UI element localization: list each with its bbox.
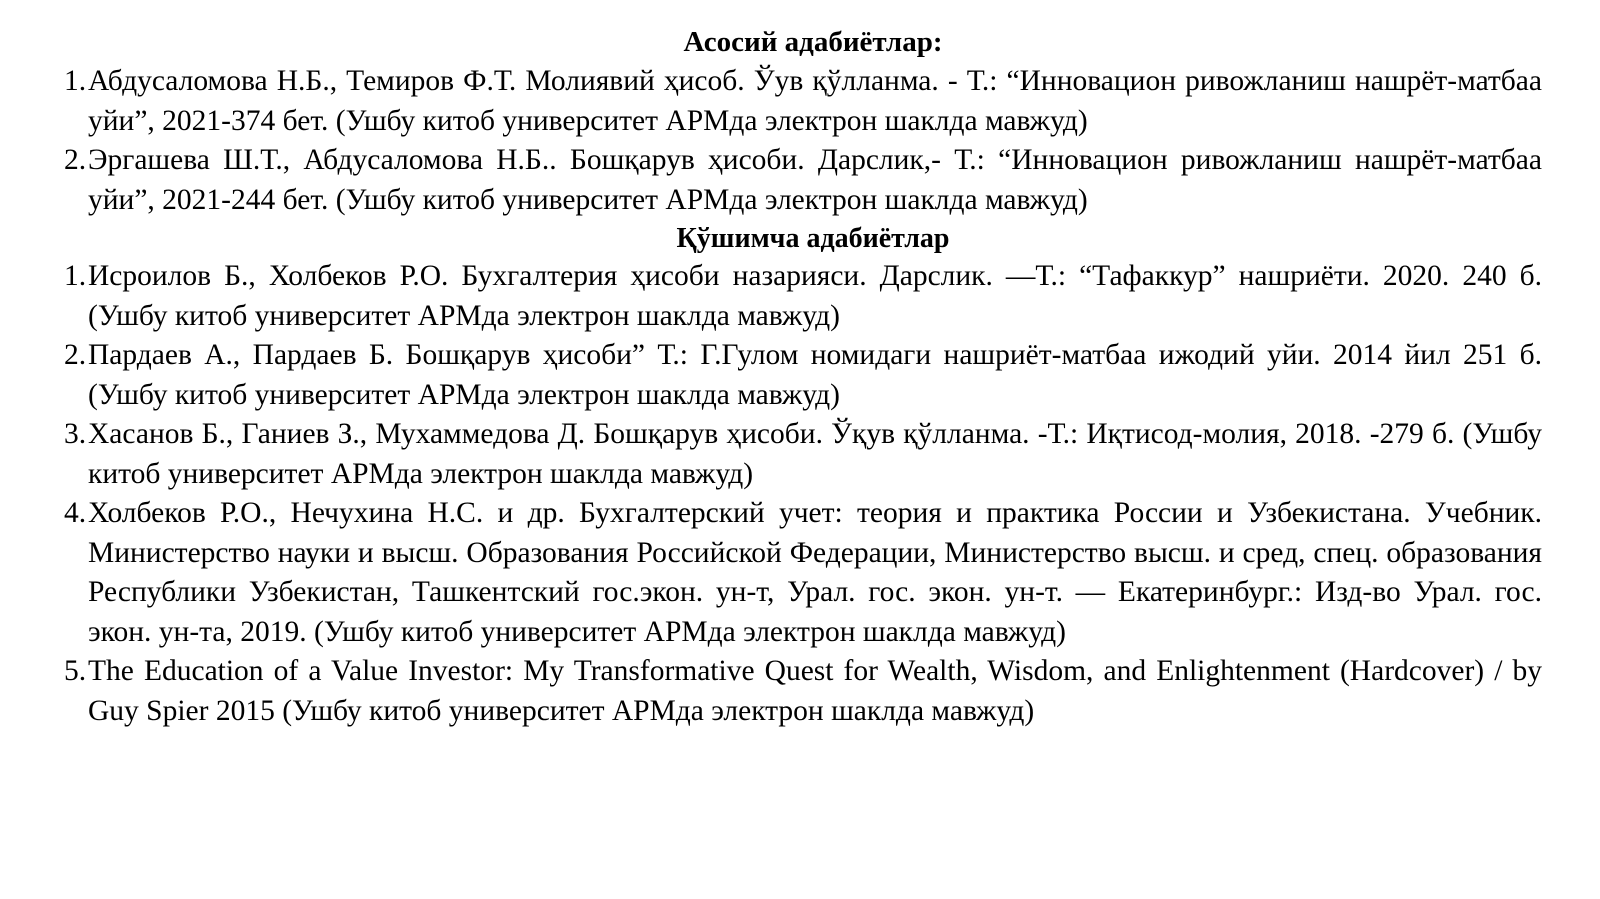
main-ref-item-1 bbox=[64, 62, 1542, 141]
ref-text: Пардаев А., Пардаев Б. Бошқарув ҳисоби” Т.: Г.Гулом номидаги нашриёт-матбаа ижодий уйи. 2014 йил 251 б. (Ушбу китоб университет АРМда электрон шаклда мавжуд) bbox=[88, 339, 1542, 411]
ref-text: Холбеков Р.О., Нечухина Н.С. и др. Бухгалтерский учет: теория и практика России и Узбекистана. Учебник. Министерство науки и высш. Образования Российской Федерации, Министерство высш. и сред, спец. образования Республики Узбекистан, Ташкентский гос.экон. ун-т, Урал. гос. экон. ун-т. — Екатеринбург.: Изд-во Урал. гос. экон. ун-та, 2019. (Ушбу китоб университет АРМда электрон шаклда мавжуд) bbox=[88, 497, 1542, 648]
additional-literature-list bbox=[64, 257, 1542, 731]
extra-ref-item-5 bbox=[64, 652, 1542, 731]
extra-ref-item-2 bbox=[64, 336, 1542, 415]
main-literature-heading: Асосий адабиётлар: bbox=[683, 26, 943, 58]
ref-text: Эргашева Ш.Т., Абдусаломова Н.Б.. Бошқарув ҳисоби. Дарслик,- Т.: “Инновацион ривожланиш нашрёт-матбаа уйи”, 2021-244 бет. (Ушбу китоб университет АРМда электрон шаклда мавжуд) bbox=[88, 144, 1542, 216]
main-ref-item-2 bbox=[64, 141, 1542, 220]
ref-text: Абдусаломова Н.Б., Темиров Ф.Т. Молиявий ҳисоб. Ўув қўлланма. - Т.: “Инновацион ривожланиш нашрёт-матбаа уйи”, 2021-374 бет. (Ушбу китоб университет АРМда электрон шаклда мавжуд) bbox=[88, 65, 1542, 137]
ref-number: 2. bbox=[64, 339, 87, 371]
extra-ref-item-3 bbox=[64, 415, 1542, 494]
ref-number: 1. bbox=[64, 65, 87, 97]
ref-text: The Education of a Value Investor: My Transformative Quest for Wealth, Wisdom, and Enlightenment (Hardcover) / by Guy Spier 2015 (Ушбу китоб университет АРМда электрон шаклда мавжуд) bbox=[88, 655, 1542, 727]
additional-literature-heading: Қўшимча адабиётлар bbox=[676, 223, 950, 254]
ref-number: 3. bbox=[64, 418, 87, 450]
ref-number: 4. bbox=[64, 497, 87, 529]
extra-ref-item-1 bbox=[64, 257, 1542, 336]
ref-number: 1. bbox=[64, 260, 87, 292]
main-literature-list bbox=[64, 62, 1542, 220]
ref-text: Исроилов Б., Холбеков Р.О. Бухгалтерия ҳисоби назарияси. Дарслик. —Т.: “Тафаккур” нашриёти. 2020. 240 б. (Ушбу китоб университет АРМда электрон шаклда мавжуд) bbox=[88, 260, 1542, 332]
ref-text: Хасанов Б., Ганиев З., Мухаммедова Д. Бошқарув ҳисоби. Ўқув қўлланма. -Т.: Иқтисод-молия, 2018. -279 б. (Ушбу китоб университет АРМда электрон шаклда мавжуд) bbox=[88, 418, 1542, 490]
ref-number: 5. bbox=[64, 655, 87, 687]
extra-ref-item-4 bbox=[64, 494, 1542, 652]
ref-number: 2. bbox=[64, 144, 87, 176]
